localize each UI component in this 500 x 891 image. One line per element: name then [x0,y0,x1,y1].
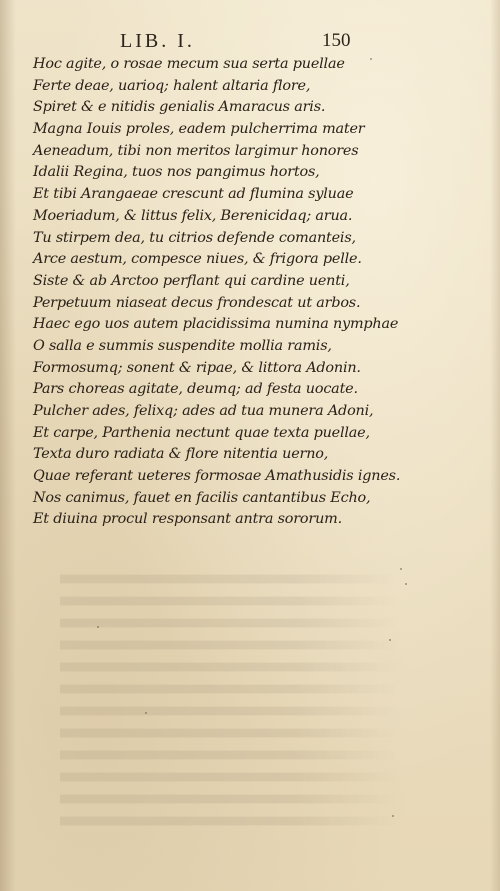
verse-line: Et diuina procul responsant antra sororum. [33,511,342,528]
verse-line: Texta duro radiata & flore nitentia uerno, [33,446,329,463]
verse-line: Quae referant ueteres formosae Amathusidis ignes. [33,468,401,485]
page-header [0,30,500,54]
page-number: 150 [322,30,351,51]
running-head: LIB. I. [120,30,195,52]
paper-speck [400,568,402,570]
verse-line: Pars choreas agitate, deumq; ad festa uocate. [33,381,358,398]
verse-line: Aeneadum, tibi non meritos largimur honores [33,142,359,159]
verse-line: Nos canimus, fauet en facilis cantantibus Echo, [33,489,371,506]
verse-line: Arce aestum, compesce niues, & frigora pelle. [33,251,362,268]
verse-line: Et carpe, Parthenia nectunt quae texta puellae, [33,424,370,441]
verse-line: Spiret & e nitidis genialis Amaracus aris. [33,99,326,116]
verse-line: Magna Iouis proles, eadem pulcherrima mater [33,121,365,138]
verse-line: Et tibi Arangaeae crescunt ad flumina syluae [33,186,354,203]
paper-speck [389,639,391,641]
paper-speck [370,58,372,60]
verse-line: Perpetuum niaseat decus frondescat ut arbos. [33,294,361,311]
verse-line: Hoc agite, o rosae mecum sua serta puellae [33,56,345,72]
paper-speck [405,583,407,585]
verse-line: Moeriadum, & littus felix, Berenicidaq; arua. [33,207,353,224]
verse-line: Ferte deae, uarioq; halent altaria flore, [33,77,311,94]
page-edge-shadow [490,0,500,891]
verse-line: Formosumq; sonent & ripae, & littora Adonin. [33,359,361,376]
page-gutter-shadow [0,0,16,891]
verse-line: Idalii Regina, tuos nos pangimus hortos, [33,164,320,181]
paper-speck [145,712,147,714]
verse-line: Haec ego uos autem placidissima numina nymphae [33,316,399,333]
paper-speck [97,626,99,628]
paper-speck [392,815,394,817]
verse-line: Tu stirpem dea, tu citrios defende comanteis, [33,229,356,246]
verse-block [33,54,401,531]
show-through-text [60,568,400,868]
verse-line: Siste & ab Arctoo perflant qui cardine uenti, [33,272,350,289]
verse-line: Pulcher ades, felixq; ades ad tua munera Adoni, [33,403,374,419]
verse-line: O salla e summis suspendite mollia ramis, [33,337,332,354]
